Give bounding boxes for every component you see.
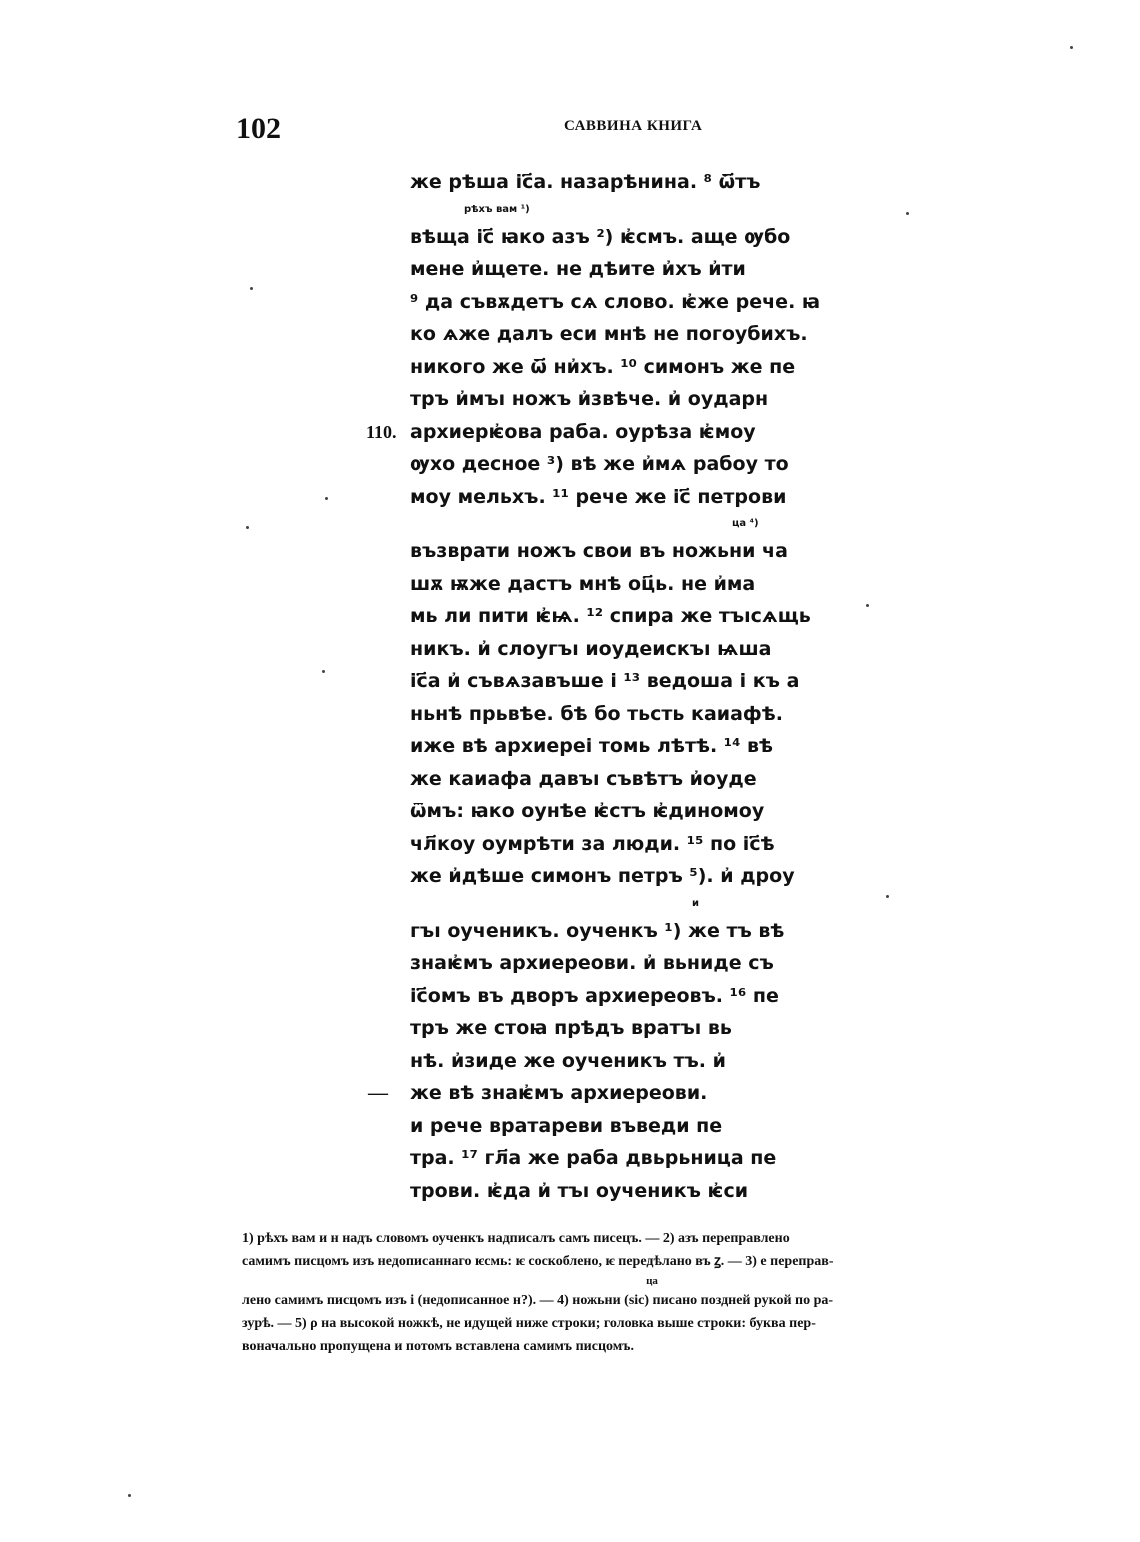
scan-speck <box>322 670 325 673</box>
interlinear-gloss: рѣхъ вам ¹) <box>464 203 530 215</box>
page-number: 102 <box>236 112 281 145</box>
text-line: шѫ ѭже дастъ мнѣ оц҃ь. не и҆ма <box>410 572 756 595</box>
footnote-line: лено самимъ писцомъ изъ і (недописанное н?). — 4) ножьни (sic) писано поздней рукой по ра- <box>242 1293 834 1308</box>
footnote-superscript: ца <box>646 1275 658 1287</box>
text-line: гъı оученикъ. оученкъ ¹) же тъ вѣ <box>410 919 785 942</box>
text-line: нѣ. и҆зиде же оученикъ тъ. и҆ <box>410 1049 726 1072</box>
text-line: иже вѣ архиереi томь лѣтѣ. ¹⁴ вѣ <box>410 735 774 757</box>
manuscript-text <box>366 166 840 1207</box>
line-text: же вѣ знаѥ҆мъ архиереови. <box>410 1082 708 1104</box>
text-line: чл҃коу оумрѣти за люди. ¹⁵ по ic҃ѣ <box>410 832 775 855</box>
text-line: никъ. и҆ слоугъı иоудеискъı ѩша <box>410 637 772 660</box>
line-text: архиерѥ҆ова раба. оурѣза ѥ҆моу <box>410 420 756 443</box>
scan-speck <box>866 604 869 607</box>
text-line: же каиафа давъı съвѣтъ и҆оуде <box>410 767 757 790</box>
text-line: тръ и҆мъı ножъ и҆звѣче. и҆ оударн <box>410 388 769 410</box>
text-line: мь ли пити ѥ҆ѩ. ¹² спира же тъıсѧщь <box>410 605 811 627</box>
footnote-line: самимъ писцомъ изъ недописаннаго ѥсмь: ѥ соскоблено, ѥ передѣлано въ ꙁ. — 3) е переправ- <box>242 1254 834 1269</box>
footnote-line: зурѣ. — 5) ρ на высокой ножкѣ, не идущей ниже строки; головка выше строки: буква пер- <box>242 1316 816 1331</box>
text-line: трови. ѥ҆да и҆ тъı оученикъ ѥ҆си <box>410 1179 749 1202</box>
interlinear-gloss: и <box>692 897 700 909</box>
scan-speck <box>906 212 909 215</box>
scan-speck <box>246 526 249 529</box>
text-line: же и҆дѣше симонъ петръ ⁵). и҆ дроу <box>410 865 795 887</box>
text-line: ньнѣ прьвѣе. бѣ бо тьсть каиафѣ. <box>410 702 783 725</box>
text-line: вѣща ic҃ ꙗко азъ ²) ѥ҆смъ. аще ѹбо <box>410 225 791 248</box>
text-line: ѹхо десное ³) вѣ же и҆мѧ рабоу то <box>410 453 789 475</box>
running-title: САВВИНА КНИГА <box>564 118 703 134</box>
text-line: ic҃омъ въ дворъ архиереовъ. ¹⁶ пе <box>410 984 779 1007</box>
text-line: и рече вратареви въведи пе <box>410 1114 723 1137</box>
line-number: 110. <box>366 421 397 442</box>
text-line: тра. ¹⁷ гл҃а же раба двьрьница пе <box>410 1147 777 1169</box>
scan-speck <box>250 287 253 290</box>
interlinear-gloss: ца ⁴) <box>732 518 759 529</box>
text-line: ic҃а и҆ съвѧзавъше i ¹³ ведоша i къ а <box>410 670 800 692</box>
text-line: знаѥ҆мъ архиереови. и҆ вьниде съ <box>410 952 774 974</box>
text-line: възврати ножъ свои въ ножьни ча <box>410 540 788 562</box>
footnotes <box>242 1227 1042 1358</box>
text-line-110 <box>366 416 840 449</box>
scan-speck <box>886 895 889 898</box>
text-line: моу мельхъ. ¹¹ рече же ic҃ петрови <box>410 485 787 508</box>
scan-speck <box>1070 46 1073 49</box>
scan-speck <box>325 497 328 500</box>
text-line: ⁹ да съвѫдетъ сѧ слово. ѥ҆же рече. ꙗ <box>410 290 821 313</box>
footnote-line: воначально пропущена и потомъ вставлена самимъ писцомъ. <box>242 1339 634 1354</box>
text-line: ко ѧже далъ еси мнѣ не погоубихъ. <box>410 323 808 345</box>
text-line-marked <box>368 1077 840 1110</box>
footnote-line: 1) рѣхъ вам и н надъ словомъ оученкъ надписалъ самъ писецъ. — 2) азъ переправлено <box>242 1231 790 1246</box>
text-line: мене и҆щете. не дѣите и҆хъ и҆ти <box>410 258 746 280</box>
scan-speck <box>128 1494 131 1497</box>
text-line: никого же ѿ҃ ни҆хъ. ¹⁰ симонъ же пе <box>410 355 796 378</box>
text-line: же рѣша ic҃а. назарѣнина. ⁸ ѿ҃тъ <box>410 171 761 193</box>
text-line: ѿмъ: ꙗко оунѣе ѥ҆стъ ѥ҆диномоу <box>410 800 765 822</box>
margin-dash: — <box>368 1082 388 1104</box>
text-line: тръ же стоꙗ прѣдъ вратъı вь <box>410 1017 732 1039</box>
